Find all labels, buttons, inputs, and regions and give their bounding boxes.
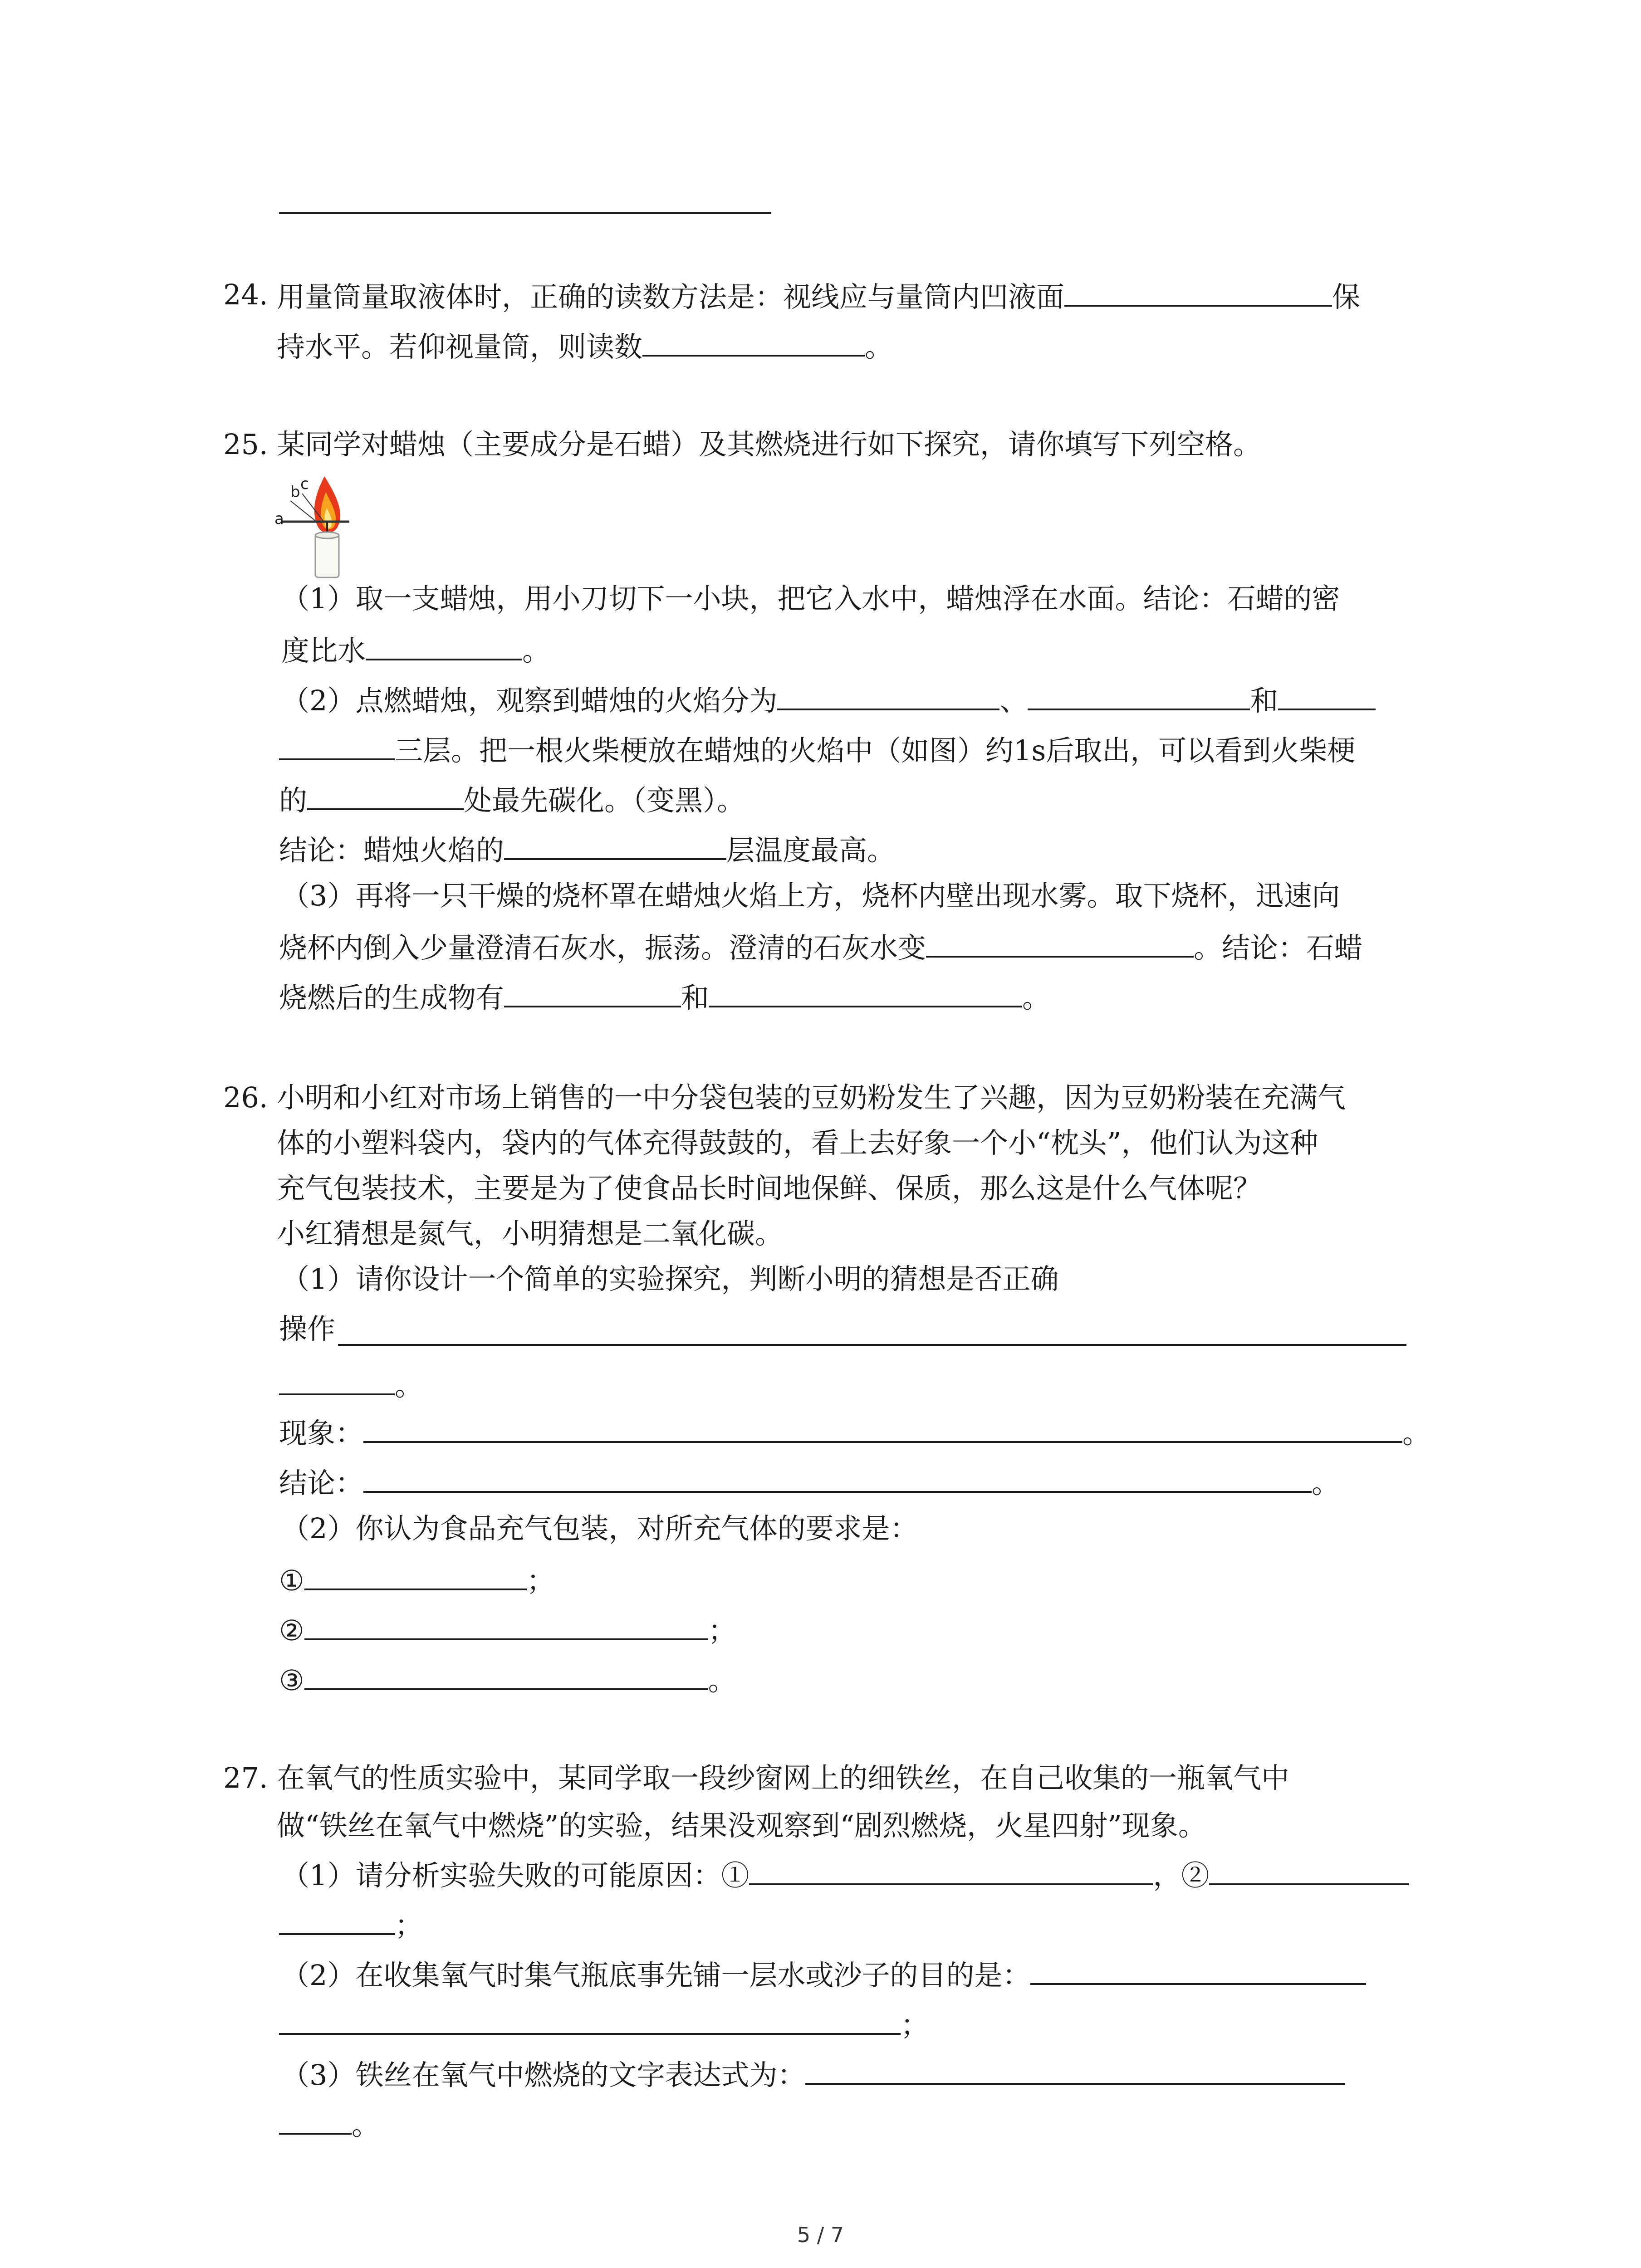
q26-conclusion-end: 。 [1312,1466,1340,1500]
q25-p2-text3-end: 处最先碳化。（变黑）。 [464,784,745,817]
q26-req3-end: 。 [708,1664,736,1697]
q27-p1-blank2a[interactable] [1209,1855,1409,1885]
q27-p3-blank1[interactable] [805,2055,1345,2085]
q25-p2-text2: 三层。把一根火柴梗放在蜡烛的火焰中（如图）约1s后取出，可以看到火柴梗 [395,734,1356,767]
q25-p1-line1: （1）取一支蜡烛，用小刀切下一小块，把它入水中，蜡烛浮在水面。结论：石蜡的密 [281,582,1340,615]
q25-p2-blank4[interactable] [307,780,464,810]
q25-p2-line2 [279,730,1355,769]
figure-label-a: a [274,510,284,528]
q26-req1 [279,1560,555,1599]
q27-p3-blank2[interactable] [279,2105,352,2135]
q25-p3-text2-end: 。结论：石蜡 [1194,931,1363,964]
q25-p2-blank5[interactable] [504,830,726,860]
q26-op-label: 操作 [279,1312,336,1345]
q25-p3-line2 [279,928,1362,966]
q25-p2-conc-text: 结论：蜡烛火焰的 [279,834,505,867]
q25-p2-line3 [279,780,745,819]
q25-p2-text3: 的 [279,784,308,817]
q25-p2-text1: （2）点燃蜡烛，观察到蜡烛的火焰分为 [281,684,778,717]
candle-figure [272,467,367,581]
q26-req2 [279,1610,736,1649]
q26-op-end: 。 [395,1369,423,1402]
q26-line2: 体的小塑料袋内，袋内的气体充得鼓鼓的，看上去好象一个小“枕头”，他们认为这种 [277,1126,1318,1159]
q24-text2-end: 。 [865,330,893,363]
q26-line4: 小红猜想是氮气，小明猜想是二氧化碳。 [277,1217,784,1250]
q24-blank1[interactable] [1064,277,1332,307]
q27-p1 [281,1855,1409,1894]
q25-p3-blank3[interactable] [709,978,1022,1007]
q27-p2-end: ； [901,2009,929,2042]
q27-p3-end: 。 [352,2108,380,2141]
q26-phenomenon [279,1413,1430,1452]
q27-p2 [281,1955,1366,1994]
q27-p3 [281,2055,1345,2093]
q25-p2-conc-end: 层温度最高。 [726,834,896,867]
q26-phenomenon-end: 。 [1402,1417,1431,1450]
q25-p1-line2 [281,631,550,669]
q26-p2: （2）你认为食品充气包装，对所充气体的要求是： [281,1512,918,1545]
q26-req3-blank[interactable] [304,1660,708,1690]
q27-p1-blank2b[interactable] [279,1905,395,1935]
q25-p3-text3: 烧燃后的生成物有 [279,981,505,1014]
q25-p3-end: 。 [1022,981,1051,1014]
figure-label-b: b [290,483,300,501]
q26-req1-end: ； [526,1564,555,1597]
q26-req1-mark: ① [279,1564,304,1597]
q27-p1-blank1[interactable] [749,1855,1153,1885]
q24-number: 24. [223,278,268,311]
q26-line1: 小明和小红对市场上销售的一中分袋包装的豆奶粉发生了兴趣，因为豆奶粉装在充满气 [277,1081,1346,1114]
q26-req2-end: ； [708,1614,736,1647]
q25-p2-line1 [281,680,1376,719]
q27-p1-mid: ，② [1153,1859,1210,1892]
q27-p2-text: （2）在收集氧气时集气瓶底事先铺一层水或沙子的目的是： [281,1959,1031,1992]
q25-p2-sep2: 和 [1250,684,1279,717]
q26-req3 [279,1660,736,1699]
q24-text1: 用量筒量取液体时，正确的读数方法是：视线应与量筒内凹液面 [277,280,1065,313]
answer-line-prev [279,212,771,214]
q24-line2 [277,327,893,365]
q25-p2-blank2[interactable] [1028,680,1250,710]
q26-op-blank[interactable] [338,1344,1406,1346]
q27-p1-text: （1）请分析实验失败的可能原因：① [281,1859,749,1892]
q25-p2-blank1[interactable] [777,680,999,710]
q27-p1-end: ； [395,1909,423,1942]
q25-p2-conclusion [279,830,895,869]
q26-req3-mark: ③ [279,1664,304,1697]
figure-label-c: c [300,475,309,493]
q26-line3: 充气包装技术，主要是为了使食品长时间地保鲜、保质，那么这是什么气体呢？ [277,1172,1262,1205]
q26-req2-blank[interactable] [304,1610,708,1640]
q27-p3-text: （3）铁丝在氧气中燃烧的文字表达式为： [281,2058,806,2092]
q25-p2-sep1: 、 [999,684,1028,717]
q27-number: 27. [223,1761,268,1794]
q26-phenomenon-label: 现象： [279,1417,364,1450]
q26-op-blank2[interactable] [279,1365,395,1395]
q25-p3-line1: （3）再将一只干燥的烧杯罩在蜡烛火焰上方，烧杯内壁出现水雾。取下烧杯，迅速向 [281,879,1340,912]
q25-p2-blank3b[interactable] [279,730,395,760]
q26-conclusion-label: 结论： [279,1466,364,1500]
q25-p1-text2: 度比水 [281,634,366,667]
q25-p3-mid: 和 [681,981,710,1014]
q26-conclusion [279,1463,1340,1501]
q25-p2-blank3a[interactable] [1278,680,1376,710]
q25-p3-line3 [279,978,1050,1016]
q26-p1: （1）请你设计一个简单的实验探究，判断小明的猜想是否正确 [281,1262,1059,1295]
q24-text2: 持水平。若仰视量筒，则读数 [277,330,643,363]
q24-line1 [277,277,1360,315]
q26-req2-mark: ② [279,1614,304,1647]
q26-conclusion-blank[interactable] [363,1463,1312,1493]
q27-p3-line2 [279,2105,380,2143]
q25-number: 25. [223,428,268,461]
q27-p1-line2 [279,1905,423,1944]
q25-p3-blank2[interactable] [504,978,681,1007]
q26-phenomenon-blank[interactable] [363,1413,1402,1443]
q26-req1-blank[interactable] [304,1560,527,1590]
q25-p1-end: 。 [522,634,551,667]
q25-p3-text2: 烧杯内倒入少量澄清石灰水，振荡。澄清的石灰水变 [279,931,926,964]
q24-blank2[interactable] [642,327,865,357]
q27-line2: 做“铁丝在氧气中燃烧”的实验，结果没观察到“剧烈燃烧，火星四射”现象。 [277,1809,1206,1842]
q25-intro: 某同学对蜡烛（主要成分是石蜡）及其燃烧进行如下探究，请你填写下列空格。 [277,428,1262,461]
page-number: 5 / 7 [797,2223,844,2247]
q26-op-continued [279,1365,423,1404]
q27-p2-blank1[interactable] [1030,1955,1366,1985]
q26-number: 26. [223,1081,268,1114]
q24-text1-end: 保 [1332,280,1361,313]
q27-p2-blank2[interactable] [279,2005,901,2035]
q25-p1-blank[interactable] [366,631,522,660]
q27-line1: 在氧气的性质实验中，某同学取一段纱窗网上的细铁丝，在自己收集的一瓶氧气中 [277,1761,1290,1794]
q25-p3-blank1[interactable] [926,928,1194,958]
q27-p2-line2 [279,2005,929,2043]
